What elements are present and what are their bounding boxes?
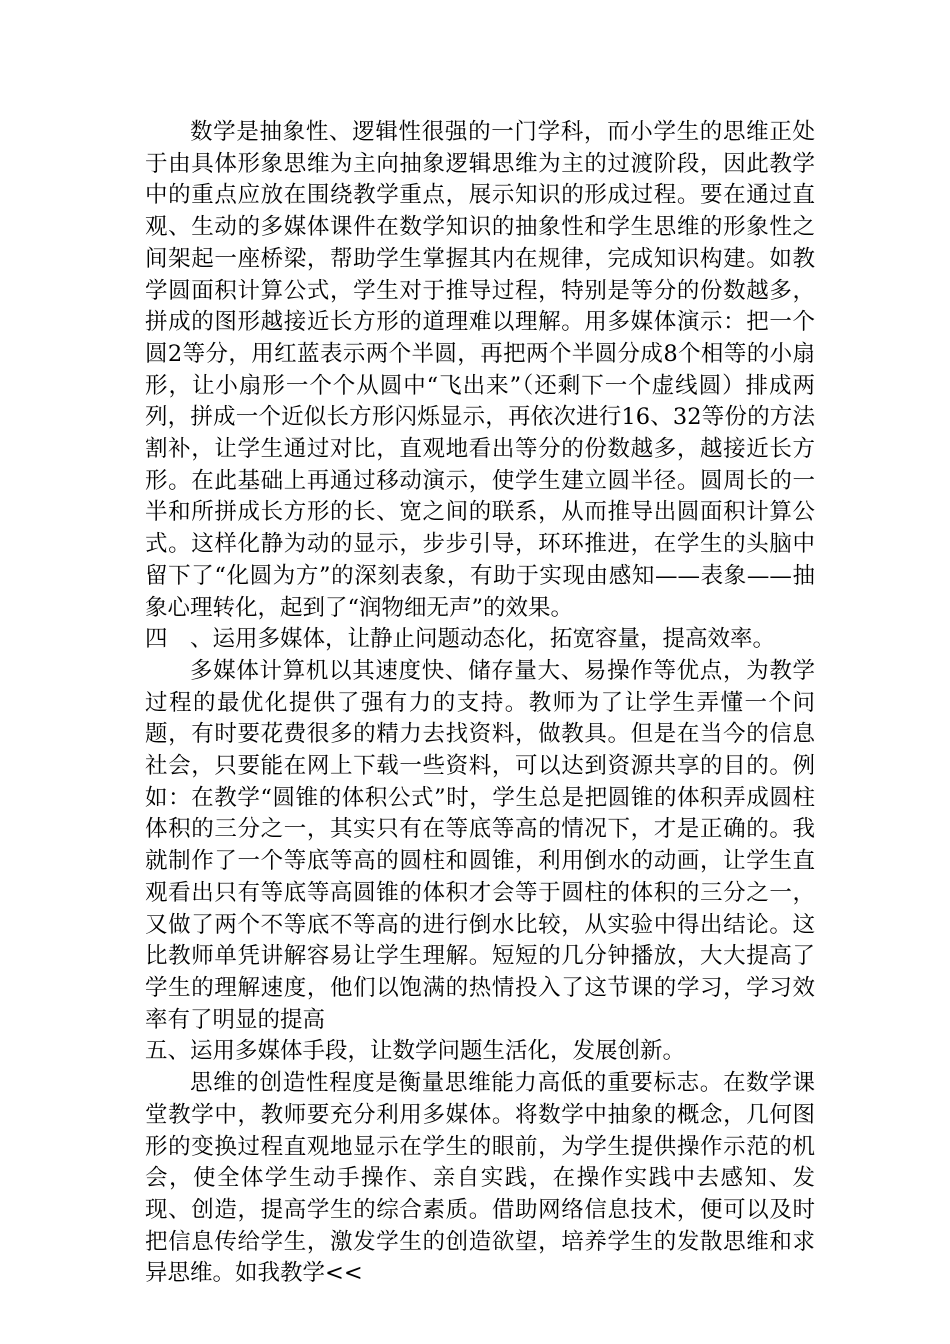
paragraph-circle-area: 数学是抽象性、逻辑性很强的一门学科，而小学生的思维正处于由具体形象思维为主向抽象逻辑思维为主的过渡阶段，因此教学中的重点应放在围绕教学重点，展示知识的形成过程。要在通过直观、生动的多媒体课件在数学知识的抽象性和学生思维的形象性之间架起一座桥梁，帮助学生掌握其内在规律，完成知识构建。如教学圆面积计算公式，学生对于推导过程，特别是等分的份数越多，拼成的图形越接近长方形的道理难以理解。用多媒体演示：把一个圆2等分，用红蓝表示两个半圆，再把两个半圆分成8个相等的小扇形，让小扇形一个个从圆中“飞出来”（还剩下一个虚线圆）排成两列，拼成一个近似长方形闪烁显示，再依次进行16、32等份的方法割补，让学生通过对比，直观地看出等分的份数越多，越接近长方形。在此基础上再通过移动演示，使学生建立圆半径。圆周长的一半和所拼成长方形的长、宽之间的联系，从而推导出圆面积计算公式。这样化静为动的显示，步步引导，环环推进，在学生的头脑中留下了“化圆为方”的深刻表象，有助于实现由感知——表象——抽象心理转化，起到了“润物细无声”的效果。: [145, 119, 815, 621]
section-heading-5: 五、运用多媒体手段，让数学问题生活化，发展创新。: [145, 1038, 686, 1065]
paragraph-creative-thinking: 思维的创造性程度是衡量思维能力高低的重要标志。在数学课堂教学中，教师要充分利用多媒体。将数学中抽象的概念，几何图形的变换过程直观地显示在学生的眼前，为学生提供操作示范的机会，使全体学生动手操作、亲自实践，在操作实践中去感知、发现、创造，提高学生的综合素质。借助网络信息技术，便可以及时把信息传给学生，激发学生的创造欲望，培养学生的发散思维和求异思维。如我教学<<: [145, 1070, 815, 1287]
document-body: [145, 117, 815, 1290]
paragraph-cone-volume: 多媒体计算机以其速度快、储存量大、易操作等优点，为教学过程的最优化提供了强有力的支持。教师为了让学生弄懂一个问题，有时要花费很多的精力去找资料，做教具。但是在当今的信息社会，只要能在网上下载一些资料，可以达到资源共享的目的。例如：在教学“圆锥的体积公式”时，学生总是把圆锥的体积弄成圆柱体积的三分之一，其实只有在等底等高的情况下，才是正确的。我就制作了一个等底等高的圆柱和圆锥，利用倒水的动画，让学生直观看出只有等底等高圆锥的体积才会等于圆柱的体积的三分之一，又做了两个不等底不等高的进行倒水比较，从实验中得出结论。这比教师单凭讲解容易让学生理解。短短的几分钟播放，大大提高了学生的理解速度，他们以饱满的热情投入了这节课的学习，学习效率有了明显的提高: [145, 657, 815, 1033]
section-heading-4: 四 、运用多媒体，让静止问题动态化，拓宽容量，提高效率。: [145, 626, 776, 653]
